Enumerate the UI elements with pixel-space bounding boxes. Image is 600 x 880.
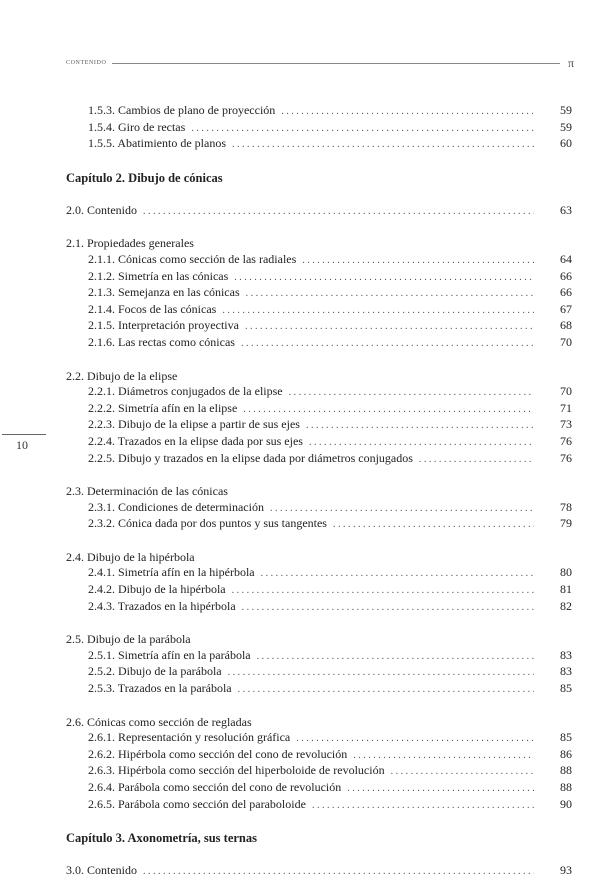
dot-leader [257, 649, 534, 665]
running-header [66, 56, 574, 70]
dot-leader [143, 864, 534, 880]
section-title[interactable]: 2.3. Determinación de las cónicas [66, 484, 228, 499]
toc-entry[interactable]: 2.1.4. Focos de las cónicas . . . 67 [66, 302, 572, 319]
dot-leader [309, 435, 534, 451]
page-ref: 90 [560, 796, 572, 811]
dot-leader [232, 137, 534, 153]
dot-leader [191, 121, 534, 137]
dot-leader [246, 286, 534, 302]
dot-leader [261, 566, 534, 582]
dot-leader [270, 501, 534, 517]
toc-entry[interactable]: 2.6.3. Hipérbola como sección del hiperboloide de revolución . . . 88 [66, 763, 572, 780]
dot-leader [245, 319, 534, 335]
header-rule [112, 63, 560, 64]
page-ref: 63 [560, 202, 572, 217]
dot-leader [238, 682, 534, 698]
toc-entry[interactable]: 2.2.2. Simetría afín en la elipse . . . 71 [66, 401, 572, 418]
page-ref: 70 [560, 384, 572, 399]
margin-rule [2, 434, 46, 435]
page-ref: 60 [560, 136, 572, 151]
toc-entry[interactable]: 1.5.3. Cambios de plano de proyección . . . 59 [66, 103, 572, 120]
page-ref: 67 [560, 301, 572, 316]
page-ref: 83 [560, 664, 572, 679]
toc-entry[interactable]: 2.2.3. Dibujo de la elipse a partir de sus ejes . . . 73 [66, 417, 572, 434]
toc-entry[interactable]: 2.1.5. Interpretación proyectiva . . . 68 [66, 318, 572, 335]
dot-leader [228, 665, 534, 681]
dot-leader [143, 204, 534, 220]
toc-section [66, 632, 572, 697]
page-number: 10 [16, 438, 28, 452]
page-ref: 70 [560, 334, 572, 349]
toc-entry[interactable]: 2.5.2. Dibujo de la parábola . . . 83 [66, 664, 572, 681]
page-ref: 93 [560, 863, 572, 878]
toc-entry[interactable]: 2.3.2. Cónica dada por dos puntos y sus tangentes . . . 79 [66, 516, 572, 533]
dot-leader [353, 748, 534, 764]
toc-entry[interactable]: 2.6.2. Hipérbola como sección del cono de revolución . . . 86 [66, 747, 572, 764]
page-ref: 80 [560, 565, 572, 580]
page-ref: 86 [560, 746, 572, 761]
toc-entry[interactable]: 2.3.1. Condiciones de determinación . . . 78 [66, 500, 572, 517]
toc-section [66, 550, 572, 615]
toc-entry[interactable]: 2.2.1. Diámetros conjugados de la elipse . . . 70 [66, 384, 572, 401]
page-ref: 85 [560, 730, 572, 745]
header-symbol: π [567, 55, 574, 70]
header-label: CONTENIDO [66, 60, 107, 66]
page-ref: 71 [560, 400, 572, 415]
section-title[interactable]: 2.2. Dibujo de la elipse [66, 368, 178, 383]
page-ref: 76 [560, 433, 572, 448]
toc-section [66, 236, 572, 351]
toc-entry[interactable]: 3.0. Contenido . . . 93 [66, 863, 572, 880]
toc-entry[interactable]: 2.6.1. Representación y resolución gráfica . . . 85 [66, 730, 572, 747]
page-ref: 85 [560, 681, 572, 696]
dot-leader [333, 517, 534, 533]
dot-leader [391, 764, 534, 780]
toc-section [66, 484, 572, 533]
dot-leader [234, 270, 534, 286]
page-ref: 81 [560, 582, 572, 597]
section-title[interactable]: 2.6. Cónicas como sección de regladas [66, 714, 252, 729]
chapter-heading: Capítulo 3. Axonometría, sus ternas [66, 831, 257, 846]
toc-entry[interactable]: 2.6.4. Parábola como sección del cono de revolución . . . 88 [66, 780, 572, 797]
section-title[interactable]: 2.5. Dibujo de la parábola [66, 632, 191, 647]
toc-entry[interactable]: 2.5.3. Trazados en la parábola . . . 85 [66, 681, 572, 698]
toc-entry[interactable]: 2.4.2. Dibujo de la hipérbola . . . 81 [66, 582, 572, 599]
toc-block-1-5 [66, 103, 572, 153]
page-ref: 79 [560, 516, 572, 531]
dot-leader [289, 385, 534, 401]
table-of-contents [66, 103, 572, 880]
toc-entry[interactable]: 2.4.3. Trazados en la hipérbola . . . 82 [66, 599, 572, 616]
dot-leader [243, 402, 534, 418]
toc-entry[interactable]: 2.1.6. Las rectas como cónicas . . . 70 [66, 335, 572, 352]
page-ref: 82 [560, 598, 572, 613]
toc-entry[interactable]: 2.0. Contenido . . . 63 [66, 203, 572, 220]
toc-entry[interactable]: 2.5.1. Simetría afín en la parábola . . . 83 [66, 648, 572, 665]
toc-entry[interactable]: 2.1.1. Cónicas como sección de las radiales . . . 64 [66, 252, 572, 269]
dot-leader [222, 303, 534, 319]
page-ref: 59 [560, 119, 572, 134]
page-ref: 83 [560, 647, 572, 662]
dot-leader [302, 253, 534, 269]
dot-leader [306, 418, 534, 434]
dot-leader [419, 452, 534, 468]
page-ref: 76 [560, 450, 572, 465]
toc-section [66, 715, 572, 814]
page-ref: 68 [560, 318, 572, 333]
dot-leader [232, 583, 534, 599]
dot-leader [242, 600, 534, 616]
margin-page-mark [2, 434, 48, 453]
page-ref: 64 [560, 251, 572, 266]
dot-leader [347, 781, 534, 797]
toc-entry[interactable]: 2.6.5. Parábola como sección del paraboloide . . . 90 [66, 797, 572, 814]
dot-leader [281, 104, 534, 120]
page-ref: 88 [560, 763, 572, 778]
page-ref: 73 [560, 417, 572, 432]
page-ref: 88 [560, 780, 572, 794]
toc-entry[interactable]: 2.1.2. Simetría en las cónicas . . . 66 [66, 269, 572, 286]
toc-section [66, 369, 572, 468]
page-ref: 59 [560, 103, 572, 117]
dot-leader [241, 336, 534, 352]
dot-leader [296, 731, 534, 747]
toc-entry[interactable]: 1.5.5. Abatimiento de planos . . . 60 [66, 136, 572, 153]
toc-entry[interactable]: 2.2.4. Trazados en la elipse dada por sus ejes . . . 76 [66, 434, 572, 451]
section-title[interactable]: 2.1. Propiedades generales [66, 236, 194, 251]
toc-entry[interactable]: 2.4.1. Simetría afín en la hipérbola . . . 80 [66, 565, 572, 582]
page-ref: 78 [560, 499, 572, 514]
section-title[interactable]: 2.4. Dibujo de la hipérbola [66, 549, 195, 564]
page-ref: 66 [560, 268, 572, 283]
page-ref: 66 [560, 285, 572, 300]
toc-entry[interactable]: 1.5.4. Giro de rectas . . . 59 [66, 120, 572, 137]
chapter-heading: Capítulo 2. Dibujo de cónicas [66, 170, 223, 185]
toc-entry[interactable]: 2.1.3. Semejanza en las cónicas . . . 66 [66, 285, 572, 302]
toc-entry[interactable]: 2.2.5. Dibujo y trazados en la elipse dada por diámetros conjugados . . . 76 [66, 451, 572, 468]
dot-leader [312, 798, 534, 814]
